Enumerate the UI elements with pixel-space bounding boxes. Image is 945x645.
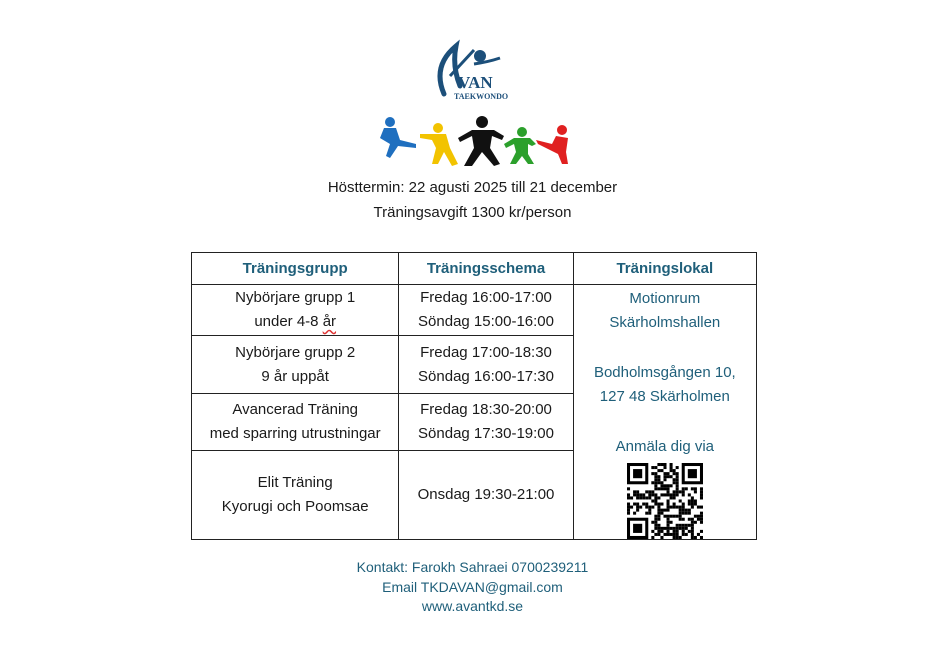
- table-header-row: [192, 253, 757, 285]
- header-schedule: Träningsschema: [399, 253, 573, 285]
- group-age: 9 år uppåt: [261, 367, 329, 385]
- group-name: Nybörjare grupp 1: [235, 289, 356, 307]
- group-name: Nybörjare grupp 2: [235, 343, 356, 361]
- yellow-fighter-icon: [420, 123, 458, 166]
- schedule-table: [191, 252, 757, 540]
- group-name: Avancerad Träning: [232, 401, 358, 419]
- group-cell: [192, 336, 399, 393]
- location-address-street: Bodholmsgången 10,: [593, 364, 736, 381]
- training-fee: Träningsavgift 1300 kr/person: [373, 204, 572, 221]
- group-cell: [192, 393, 399, 450]
- green-fighter-icon: [504, 127, 536, 164]
- red-fighter-icon: [536, 125, 568, 164]
- logo-subtitle-text: TAEKWONDO: [454, 92, 509, 101]
- term-dates: Hösttermin: 22 agusti 2025 till 21 december: [327, 179, 618, 196]
- schedule-cell: [399, 393, 573, 450]
- group-cell: [192, 285, 399, 336]
- black-fighter-icon: [458, 116, 504, 166]
- contact-email[interactable]: Email TKDAVAN@gmail.com: [382, 579, 563, 595]
- schedule-line: Söndag 15:00-16:00: [418, 313, 554, 331]
- signup-qr-code[interactable]: [627, 463, 703, 539]
- header-location: Träningslokal: [573, 253, 756, 285]
- schedule-line: Fredag 16:00-17:00: [420, 289, 552, 307]
- location-hall: Skärholmshallen: [609, 314, 721, 331]
- location-cell: [573, 285, 756, 540]
- schedule-line: Söndag 17:30-19:00: [418, 425, 554, 443]
- group-detail: med sparring utrustningar: [209, 425, 381, 443]
- contact-phone: Kontakt: Farokh Sahraei 0700239211: [356, 559, 589, 575]
- group-cell: [192, 451, 399, 540]
- schedule-line: Söndag 16:00-17:30: [418, 367, 554, 385]
- group-detail: Kyorugi och Poomsae: [221, 498, 369, 516]
- schedule-line: Fredag 17:00-18:30: [420, 343, 552, 361]
- contact-website[interactable]: www.avantkd.se: [421, 598, 524, 614]
- schedule-line: Onsdag 19:30-21:00: [417, 486, 555, 504]
- schedule-cell: [399, 336, 573, 393]
- location-address-city: 127 48 Skärholmen: [599, 388, 730, 405]
- schedule-line: Fredag 18:30-20:00: [420, 401, 552, 419]
- avan-taekwondo-logo: [430, 36, 526, 104]
- schedule-cell: [399, 285, 573, 336]
- signup-label: Anmäla dig via: [615, 438, 715, 455]
- fighters-illustration: [376, 114, 572, 170]
- schedule-cell: [399, 451, 573, 540]
- spellcheck-mark: år: [322, 313, 337, 331]
- header-group: Träningsgrupp: [192, 253, 399, 285]
- logo-brand-text: VAN: [458, 73, 493, 92]
- table-row: [192, 285, 757, 336]
- group-name: Elit Träning: [257, 474, 333, 492]
- blue-fighter-icon: [380, 117, 416, 158]
- group-age: under 4-8 år: [254, 313, 337, 331]
- location-venue: Motionrum: [629, 290, 701, 307]
